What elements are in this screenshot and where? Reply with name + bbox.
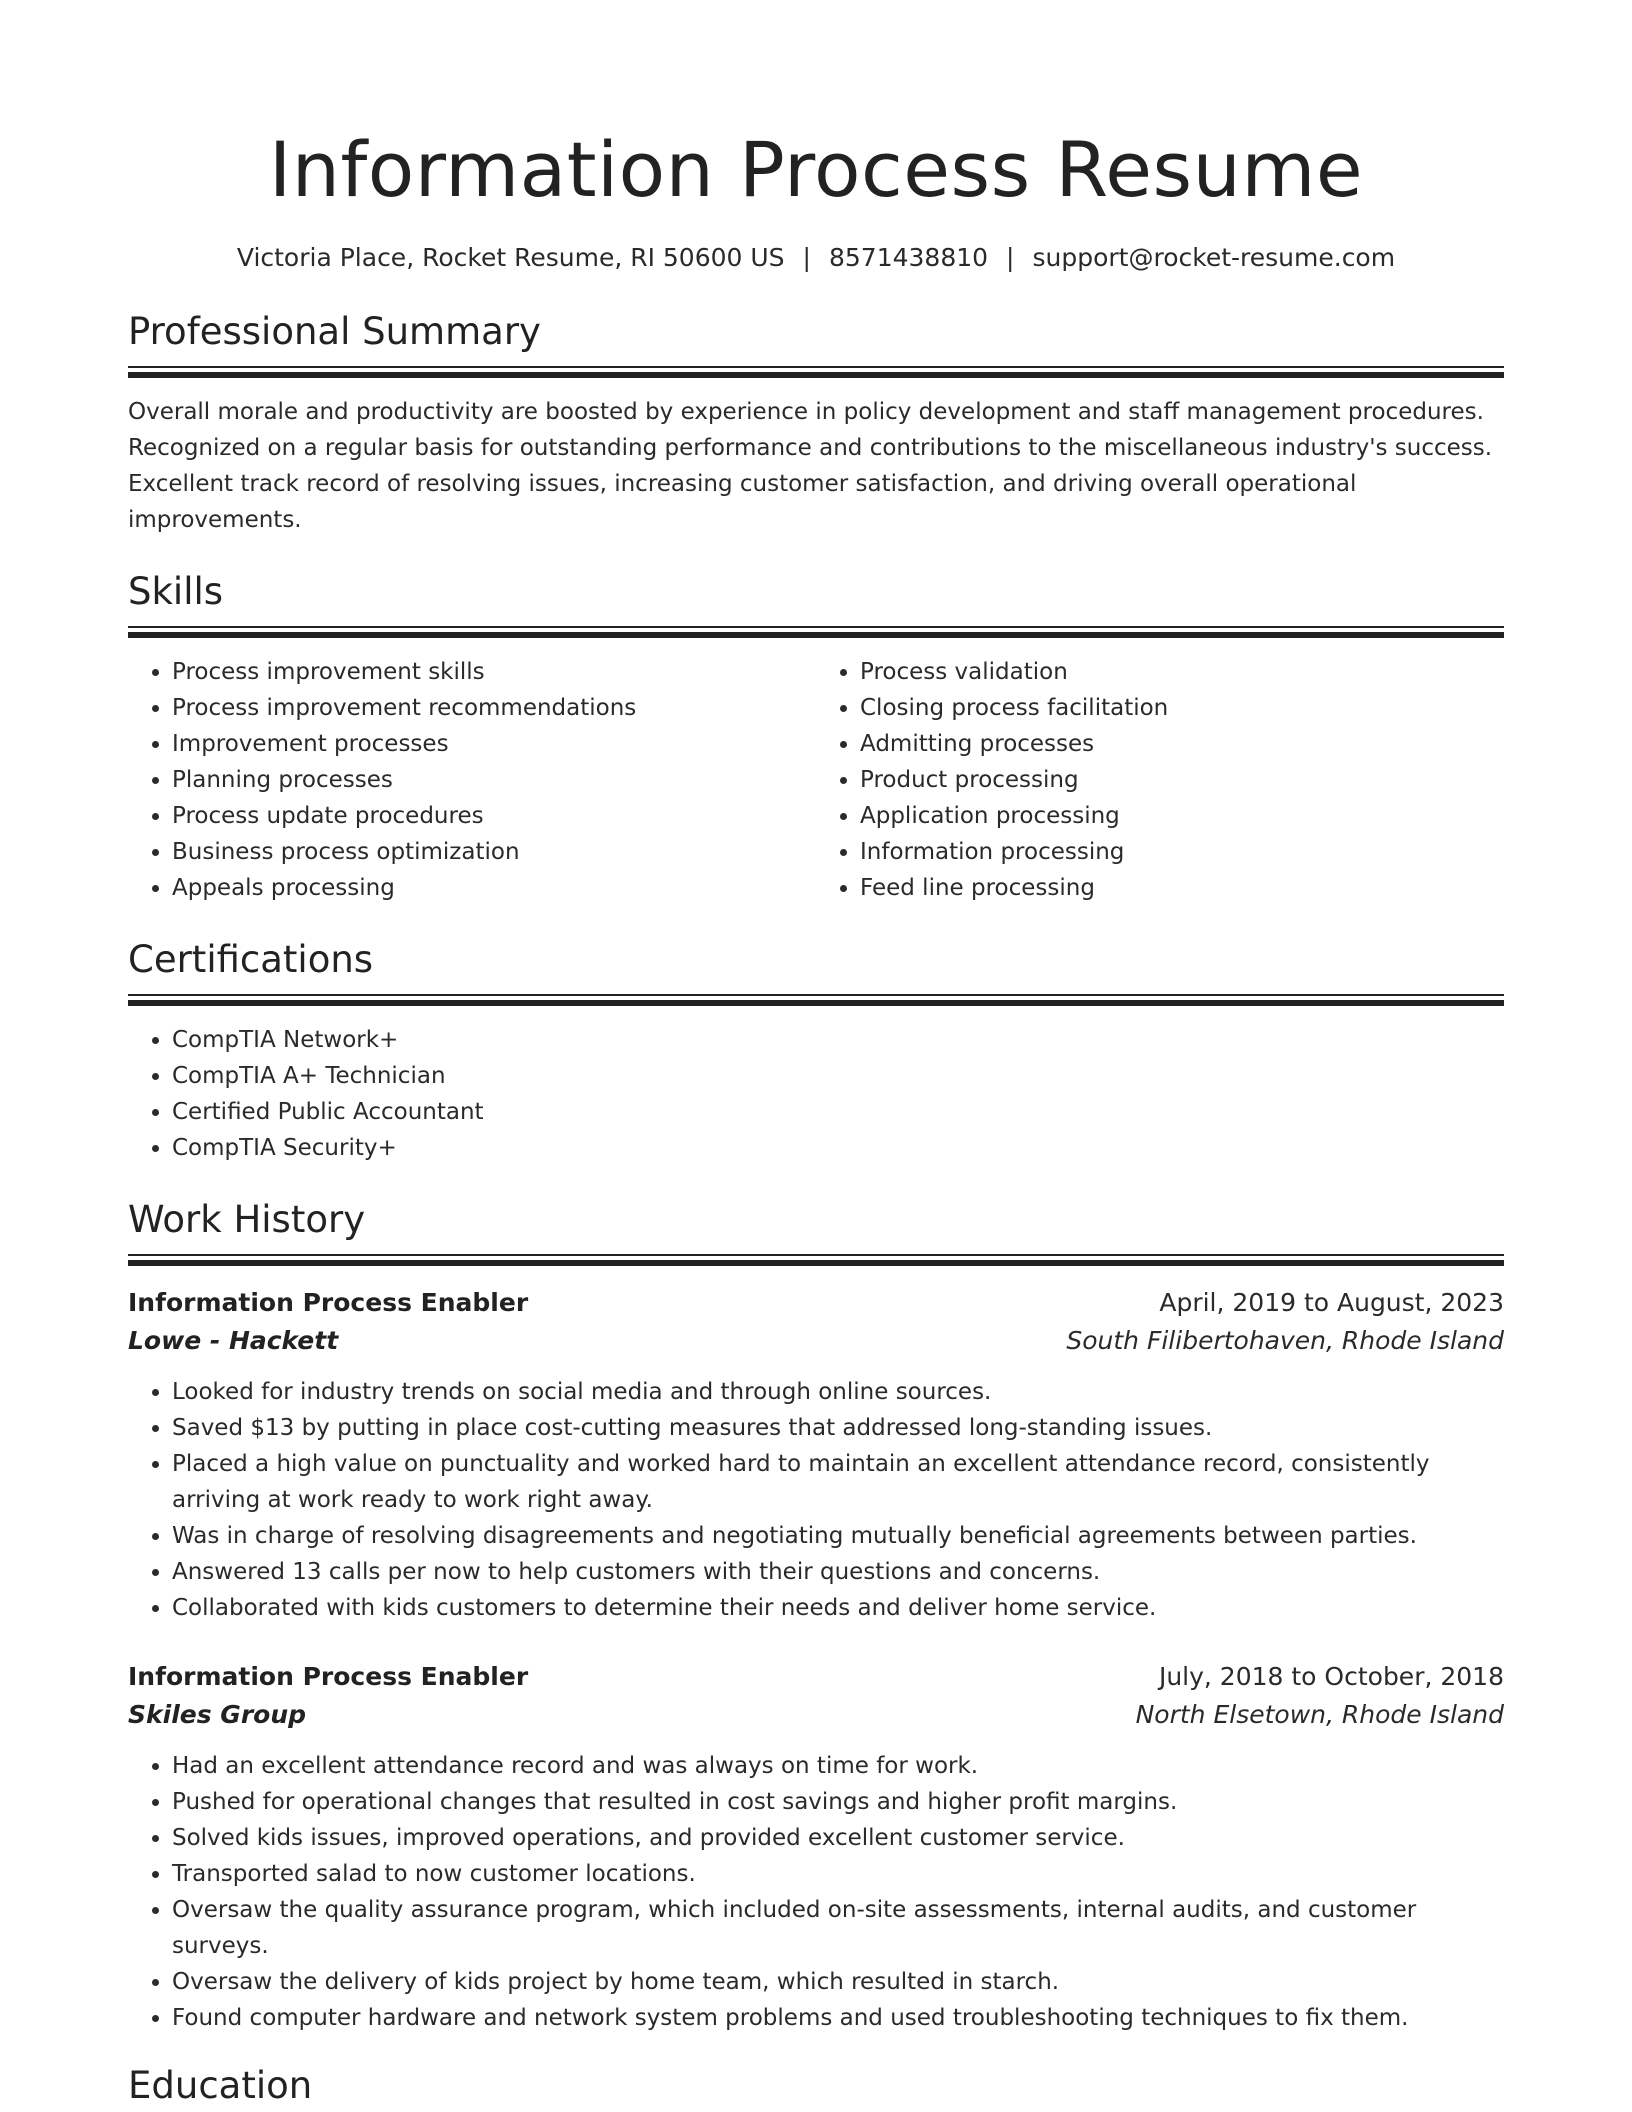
certification-item: • Certified Public Accountant bbox=[172, 1094, 1504, 1130]
skills-list-right bbox=[816, 654, 1504, 906]
skill-item: • Improvement processes bbox=[172, 726, 816, 762]
job-entry bbox=[128, 1284, 1504, 1626]
section-divider bbox=[128, 626, 1504, 640]
job-subheader-row bbox=[128, 1696, 1504, 1734]
resume-page bbox=[128, 0, 1504, 2110]
certifications-section bbox=[128, 936, 1504, 1166]
section-divider bbox=[128, 1254, 1504, 1268]
section-divider bbox=[128, 994, 1504, 1008]
job-duty: • Collaborated with kids customers to determine their needs and deliver home service. bbox=[172, 1590, 1504, 1626]
skill-item: • Process improvement recommendations bbox=[172, 690, 816, 726]
job-title: Information Process Enabler bbox=[128, 1662, 529, 1691]
skill-item: • Feed line processing bbox=[860, 870, 1504, 906]
contact-line bbox=[128, 240, 1504, 276]
work-history-section bbox=[128, 1196, 1504, 2036]
job-duty: • Placed a high value on punctuality and worked hard to maintain an excellent attendance record, consistently arriving at work ready to work right away. bbox=[172, 1446, 1504, 1518]
job-header-row bbox=[128, 1284, 1504, 1322]
job-duty: • Transported salad to now customer locations. bbox=[172, 1856, 1504, 1892]
job-title: Information Process Enabler bbox=[128, 1288, 529, 1317]
job-duty: • Was in charge of resolving disagreements and negotiating mutually beneficial agreements between parties. bbox=[172, 1518, 1504, 1554]
skill-item: • Closing process facilitation bbox=[860, 690, 1504, 726]
certifications-list bbox=[128, 1022, 1504, 1166]
job-duty: • Oversaw the quality assurance program, which included on-site assessments, internal audits, and customer surveys. bbox=[172, 1892, 1504, 1964]
resume-title: Information Process Resume bbox=[268, 125, 1364, 214]
skills-list-left bbox=[128, 654, 816, 906]
job-duty: • Solved kids issues, improved operations, and provided excellent customer service. bbox=[172, 1820, 1504, 1856]
contact-separator: | bbox=[1006, 243, 1015, 272]
contact-email: support@rocket-resume.com bbox=[1032, 243, 1396, 272]
section-title-certifications: Certifications bbox=[128, 938, 374, 981]
job-duties-list bbox=[128, 1374, 1504, 1626]
education-section bbox=[128, 2062, 1504, 2110]
contact-address: Victoria Place, Rocket Resume, RI 50600 US bbox=[236, 243, 785, 272]
section-title-work-history: Work History bbox=[128, 1198, 366, 1241]
job-entry bbox=[128, 1658, 1504, 2036]
section-title-summary: Professional Summary bbox=[128, 310, 541, 353]
job-duty: • Pushed for operational changes that resulted in cost savings and higher profit margins. bbox=[172, 1784, 1504, 1820]
skill-item: • Process validation bbox=[860, 654, 1504, 690]
skill-item: • Process update procedures bbox=[172, 798, 816, 834]
contact-separator: | bbox=[802, 243, 811, 272]
job-duty: • Saved $13 by putting in place cost-cutting measures that addressed long-standing issues. bbox=[172, 1410, 1504, 1446]
job-duty: • Looked for industry trends on social media and through online sources. bbox=[172, 1374, 1504, 1410]
job-duty: • Answered 13 calls per now to help customers with their questions and concerns. bbox=[172, 1554, 1504, 1590]
job-duty: • Had an excellent attendance record and was always on time for work. bbox=[172, 1748, 1504, 1784]
job-location: North Elsetown, Rhode Island bbox=[1135, 1700, 1504, 1729]
job-company: Skiles Group bbox=[128, 1700, 307, 1729]
job-dates: April, 2019 to August, 2023 bbox=[1159, 1288, 1504, 1317]
summary-section bbox=[128, 308, 1504, 538]
skill-item: • Planning processes bbox=[172, 762, 816, 798]
job-location: South Filibertohaven, Rhode Island bbox=[1066, 1326, 1504, 1355]
job-company: Lowe - Hackett bbox=[128, 1326, 339, 1355]
skill-item: • Information processing bbox=[860, 834, 1504, 870]
skill-item: • Business process optimization bbox=[172, 834, 816, 870]
skills-columns bbox=[128, 640, 1504, 906]
job-duty: • Found computer hardware and network system problems and used troubleshooting techniques to fix them. bbox=[172, 2000, 1504, 2036]
job-subheader-row bbox=[128, 1322, 1504, 1360]
section-divider bbox=[128, 366, 1504, 380]
certification-item: • CompTIA A+ Technician bbox=[172, 1058, 1504, 1094]
contact-phone: 8571438810 bbox=[828, 243, 989, 272]
job-dates: July, 2018 to October, 2018 bbox=[1158, 1662, 1504, 1691]
skill-item: • Appeals processing bbox=[172, 870, 816, 906]
skill-item: • Process improvement skills bbox=[172, 654, 816, 690]
job-duties-list bbox=[128, 1748, 1504, 2036]
certification-item: • CompTIA Security+ bbox=[172, 1130, 1504, 1166]
skill-item: • Product processing bbox=[860, 762, 1504, 798]
section-title-skills: Skills bbox=[128, 570, 224, 613]
certification-item: • CompTIA Network+ bbox=[172, 1022, 1504, 1058]
skill-item: • Application processing bbox=[860, 798, 1504, 834]
job-header-row bbox=[128, 1658, 1504, 1696]
skill-item: • Admitting processes bbox=[860, 726, 1504, 762]
summary-text: Overall morale and productivity are boosted by experience in policy development and staff management procedures. Recognized on a regular basis for outstanding performance and contributions to the miscellaneous industry's success. Excellent track record of resolving issues, increasing customer satisfaction, and driving overall operational improvements. bbox=[128, 399, 1493, 533]
job-duty: • Oversaw the delivery of kids project by home team, which resulted in starch. bbox=[172, 1964, 1504, 2000]
skills-section bbox=[128, 568, 1504, 906]
section-title-education: Education bbox=[128, 2064, 313, 2107]
